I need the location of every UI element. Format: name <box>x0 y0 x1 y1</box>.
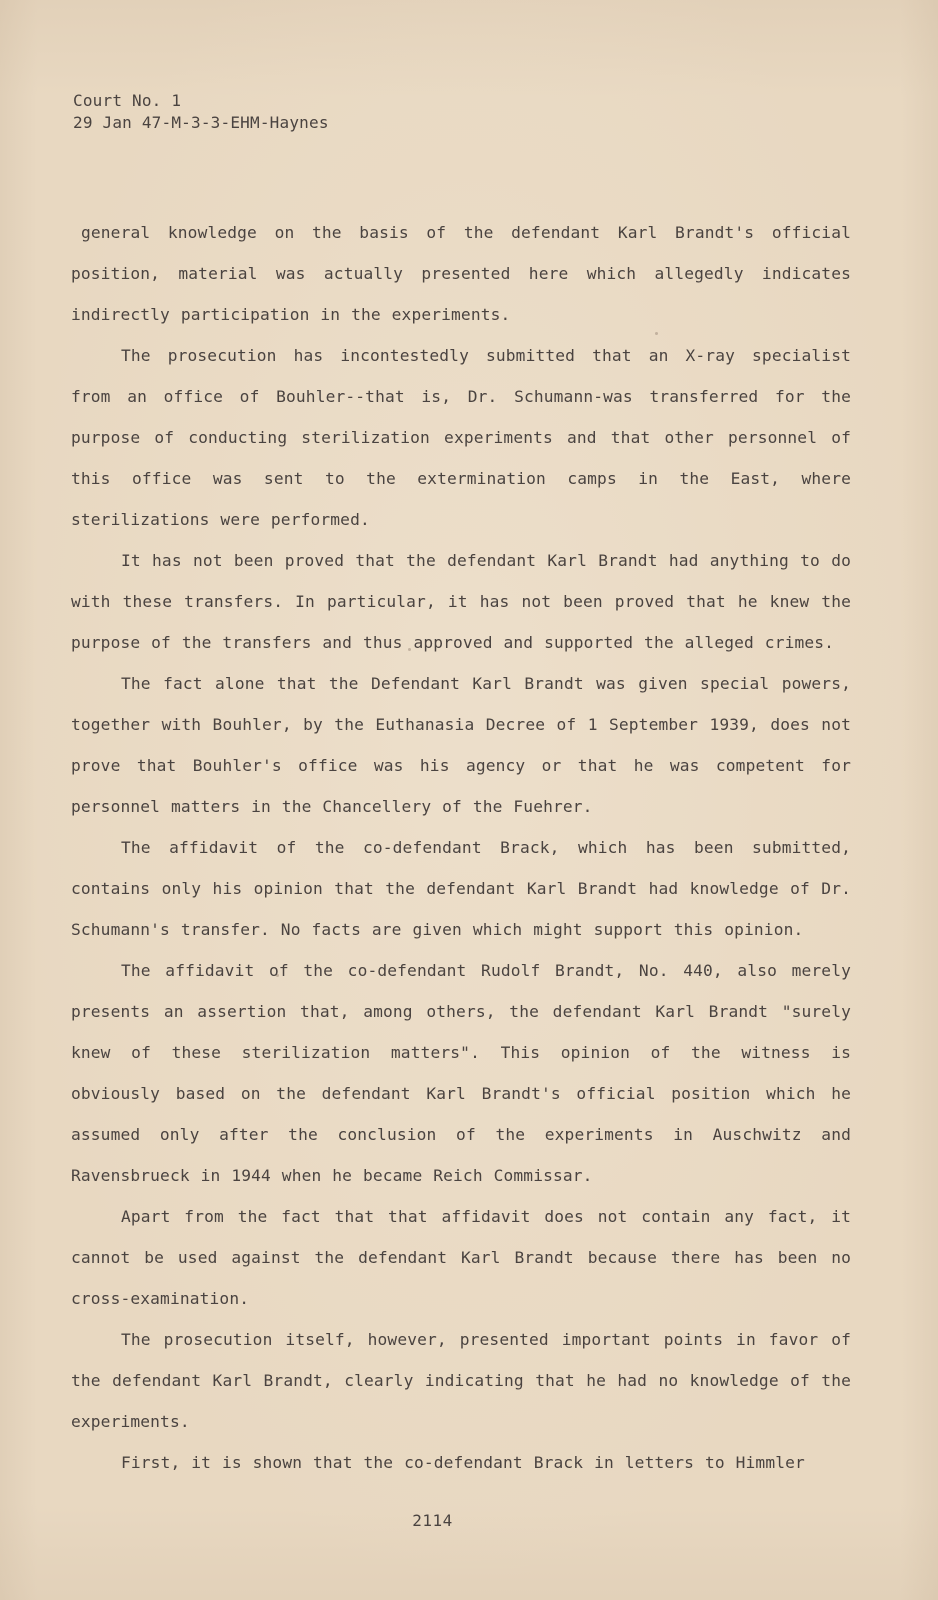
paragraph-1: general knowledge on the basis of the defendant Karl Brandt's official position, material was actually presented here which allegedly indicates indirectly participation in the experiments. <box>71 223 851 324</box>
paper-speck <box>276 974 279 977</box>
paragraph-6: The affidavit of the co-defendant Rudolf Brandt, No. 440, also merely presents an assertion that, among others, the defendant Karl Brandt "surely knew of these sterilization matters". This opinion of the witness is obviously based on the defendant Karl Brandt's official position which he assumed only after the conclusion of the experiments in Auschwitz and Ravensbrueck in 1944 when he became Reich Commissar. <box>71 961 851 1185</box>
page-number: 2114 <box>412 1511 453 1530</box>
paragraph-7: Apart from the fact that that affidavit does not contain any fact, it cannot be used against the defendant Karl Brandt because there has been no cross-examination. <box>71 1207 851 1308</box>
paragraph-5: The affidavit of the co-defendant Brack, which has been submitted, contains only his opinion that the defendant Karl Brandt had knowledge of Dr. Schumann's transfer. No facts are given which might support this opinion. <box>71 838 851 939</box>
paper-speck <box>655 332 658 335</box>
paragraph-9: First, it is shown that the co-defendant Brack in letters to Himmler <box>121 1453 805 1472</box>
paragraph-8: The prosecution itself, however, presented important points in favor of the defendant Karl Brandt, clearly indicating that he had no knowledge of the experiments. <box>71 1330 851 1431</box>
document-body <box>71 212 851 1483</box>
transcript-reference: 29 Jan 47-M-3-3-EHM-Haynes <box>73 113 329 132</box>
document-header <box>73 90 329 134</box>
court-number: Court No. 1 <box>73 91 182 110</box>
paragraph-4: The fact alone that the Defendant Karl Brandt was given special powers, together with Bouhler, by the Euthanasia Decree of 1 September 1939, does not prove that Bouhler's office was his agency or that he was competent for personnel matters in the Chancellery of the Fuehrer. <box>71 674 851 816</box>
paper-speck <box>408 648 411 651</box>
paragraph-3: It has not been proved that the defendant Karl Brandt had anything to do with these transfers. In particular, it has not been proved that he knew the purpose of the transfers and thus approved and supported the alleged crimes. <box>71 551 851 652</box>
paragraph-2: The prosecution has incontestedly submitted that an X-ray specialist from an office of Bouhler--that is, Dr. Schumann-was transferred for the purpose of conducting sterilization experiments and that other personnel of this office was sent to the extermination camps in the East, where sterilizations were performed. <box>71 346 851 529</box>
